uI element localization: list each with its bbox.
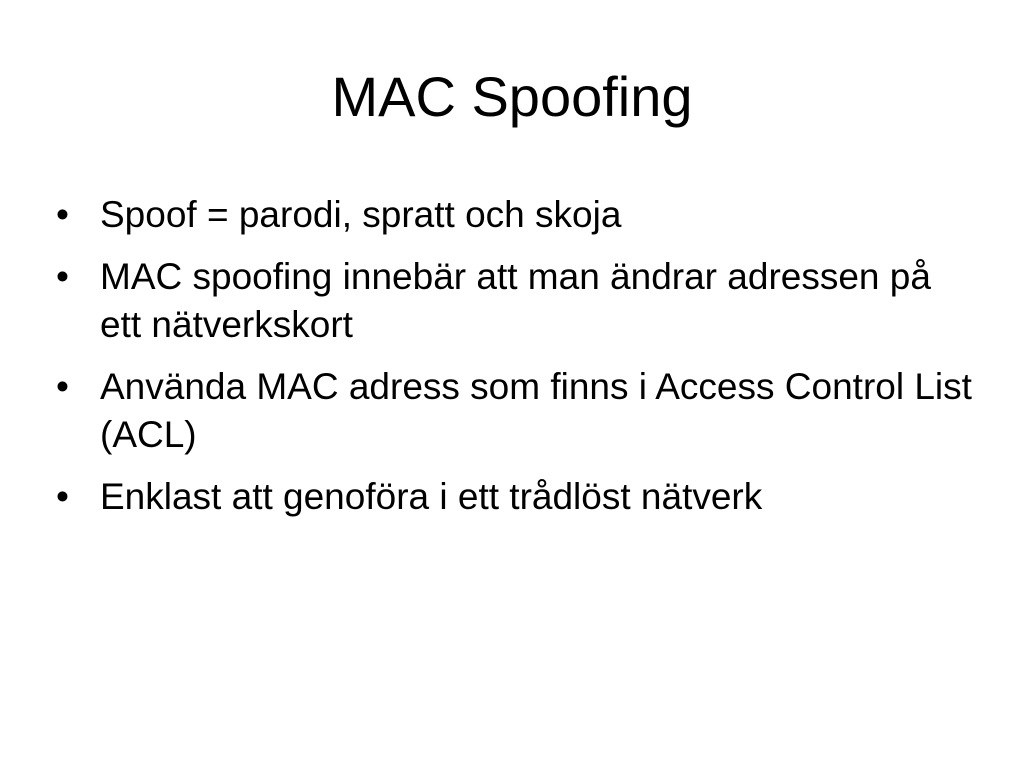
- bullet-text: Enklast att genoföra i ett trådlöst nätverk: [100, 476, 763, 517]
- bullet-text: Spoof = parodi, spratt och skoja: [100, 194, 622, 235]
- bullet-item: [56, 363, 976, 459]
- bullet-marker-icon: •: [56, 476, 69, 517]
- slide-title: MAC Spoofing: [331, 65, 693, 128]
- bullet-item: [56, 473, 976, 521]
- bullet-text: MAC spoofing innebär att man ändrar adressen på ett nätverkskort: [100, 256, 931, 345]
- bullet-marker-icon: •: [56, 194, 69, 235]
- bullet-marker-icon: •: [56, 256, 69, 297]
- bullet-item: [56, 191, 976, 239]
- bullet-marker-icon: •: [56, 366, 69, 407]
- bullet-item: [56, 253, 976, 349]
- bullet-text: Använda MAC adress som finns i Access Control List (ACL): [100, 366, 972, 455]
- bullet-list: [56, 191, 976, 535]
